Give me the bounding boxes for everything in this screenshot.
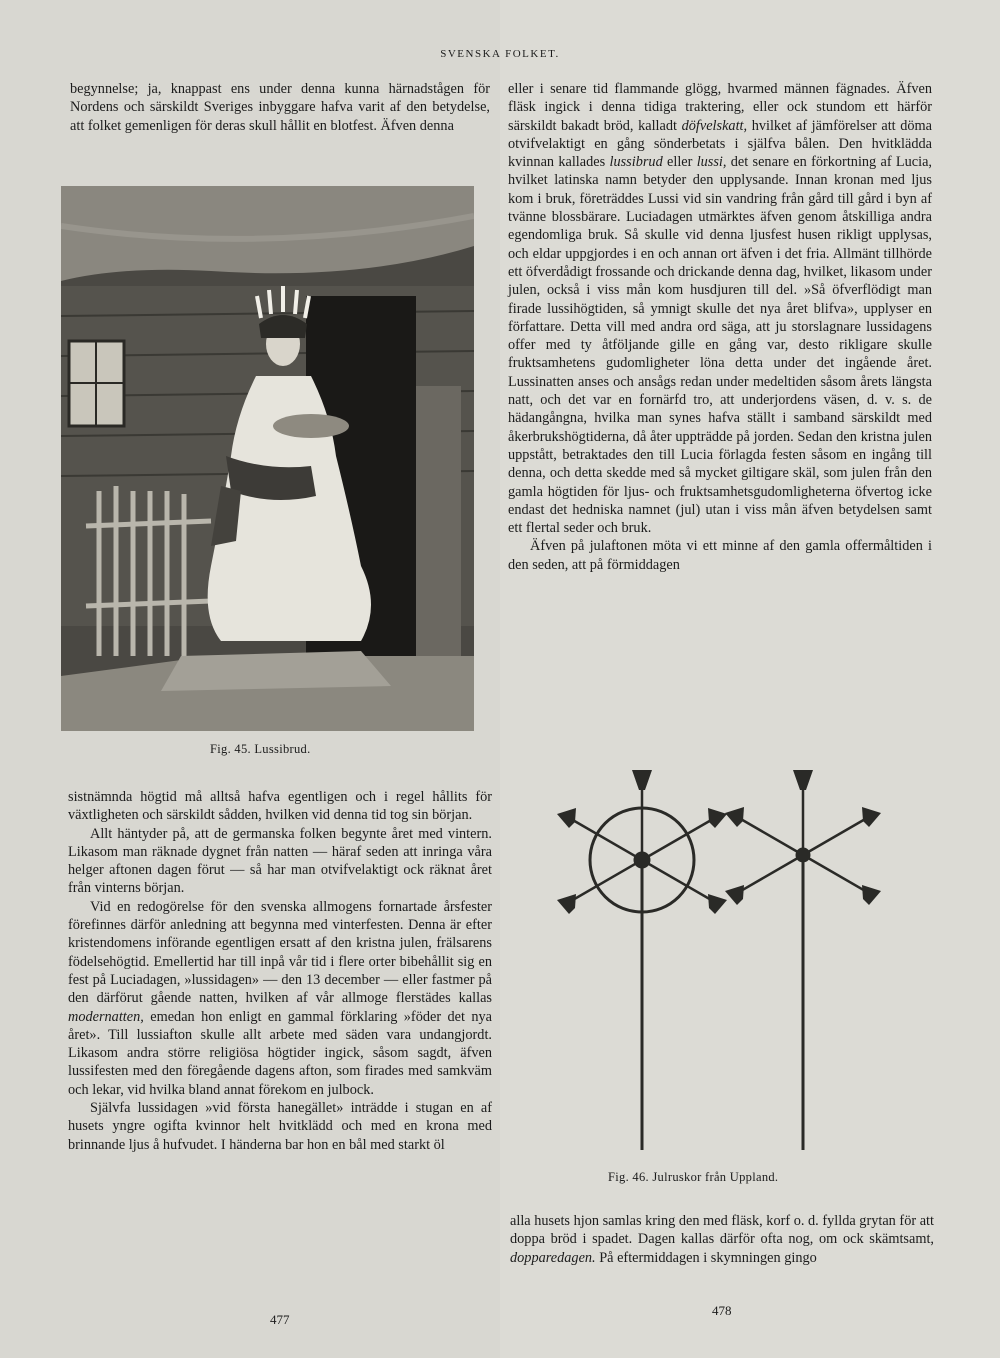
julruskor-illustration <box>545 770 915 1165</box>
paragraph: Vid en redogörelse för den svenska allmogens fornartade årsfester förefinnes därför anledning att begynna med vinterfesten. Denna är efter kristendomens införande egentligen ersatt af den kristna julen, frälsarens födelsehögtid. Emellertid har till inpå vår tid i flere orter bibehållit sig en fest på Luciadagen, »lussidagen» — den 13 december — eller fastmer på den därförut gående natten, hvilken af vår allmoge flerstädes kallas modernatten, emedan hon enligt en gammal förklaring »föder det nya året». Till lussiafton skulle allt arbete med säden vara undangjordt. Likasom andra större religiösa högtider ingick, såsom sagdt, äfven lussifesten med den föregående dagens afton, som firades med samkväm och lekar, vid hvilka bland annat förekom en julbock. <box>68 898 492 1098</box>
figure-46-caption: Fig. 46. Julruskor från Uppland. <box>608 1170 779 1184</box>
lussibrud-photo <box>61 186 474 731</box>
left-body-column <box>68 788 492 1154</box>
figure-45-caption: Fig. 45. Lussibrud. <box>210 742 311 756</box>
paragraph: eller i senare tid flammande glögg, hvarmed männen fägnades. Äfven fläsk ingick i denna tidiga traktering, eller ock stundom ett härför särskildt bakadt bröd, kalladt döfvelskatt, hvilket af jämförelser att döma otvifvelaktigt en gång sönderbetats i själfva bålen. Den hvitklädda kvinnan kallades lussibrud eller lussi, det senare en förkortning af Lucia, hvilket latinska namn betyder den upplysande. Innan kronan med ljus kom i bruk, företräddes Lussi vid sin vandring från gård till gård i byn af tvänne blossbärare. Luciadagen utmärktes äfven genom åtskilliga andra egendomliga bruk. Så skulle vid denna ljusfest husen rikligt upplysas, och eldar uppgjordes i en och annan ort äfven i det fria. Allmänt tillhörde ett öfverdådigt frossande och drickande denna dag, hvilket, likasom under julen, också i viss mån kom husdjuren till del. »Så öfverflödigt man firade lussihögtiden, så ymnigt skulle det nya året blifva», upplyser en författare. Detta vill med andra ord säga, att ju storslagnare lussidagens offer med ty åtföljande gille en gång var, desto rikligare skulle fruktsamhetens gudomligheter löna detta under det ingående året. Lussinatten anses och ansågs redan under medeltiden såsom årets längsta natt, och det var en fornärfd tro, att underjordens väsen, d. v. s. de hädangångna, hvilka man synes hafva ställt i samband särskildt med åkerbrukshögtiderna, då åter uppträdde på jorden. Sedan den kristna julen uppstått, betraktades den till Lucia förlagda festen såsom en ingång till denna, och detta skedde med så mycket giltigare skäl, som julen från den gamla högtiden för ljus- och fruktsamhetsgudomligheterna öfvertog icke endast det hedniska namnet (jul) utan i viss mån äfven betydelsen samt ett flertal seder och bruk. <box>508 81 932 537</box>
paragraph: begynnelse; ja, knappast ens under denna kunna härnadstågen för Nordens och särskildt Sveriges inbyggare hafva varit af den betydelse, att folket gemenligen för deras skull hållit en blotfest. Äfven denna <box>70 81 490 134</box>
paragraph: Allt häntyder på, att de germanska folken begynte året med vintern. Likasom man räknade dygnet från natten — häraf seden att inringa våra helger aftonen dagen förut — så har man otvifvelaktigt ock räknat året från vinterns början. <box>68 825 492 897</box>
paragraph: Självfa lussidagen »vid första hanegället» inträdde i stugan en af husets yngre ogifta kvinnor helt hvitklädd och med en krona med brinnande ljus å hufvudet. I händerna bar hon en bål med starkt öl <box>68 1100 492 1153</box>
left-top-paragraph <box>70 80 490 135</box>
page-number-left: 477 <box>270 1312 290 1327</box>
paragraph: sistnämnda högtid må alltså hafva egentligen och i regel hållits för växtligheten och särskildt sådden, hvilken vid denna tid tog sin början. <box>68 789 492 824</box>
right-top-column <box>508 80 932 574</box>
lussibrud-illustration <box>61 186 474 731</box>
paragraph: Äfven på julaftonen möta vi ett minne af den gamla offermåltiden i den seden, att på förmiddagen <box>508 538 932 573</box>
page-number-right: 478 <box>712 1303 732 1318</box>
paragraph: alla husets hjon samlas kring den med fläsk, korf o. d. fyllda grytan för att doppa bröd i spadet. Dagen kallas därför ofta nog, om ock skämtsamt, dopparedagen. På eftermiddagen i skymningen gingo <box>510 1213 934 1266</box>
running-head: SVENSKA FOLKET. <box>440 48 560 60</box>
right-bottom-column <box>510 1212 934 1267</box>
julruskor-figure <box>545 770 915 1165</box>
